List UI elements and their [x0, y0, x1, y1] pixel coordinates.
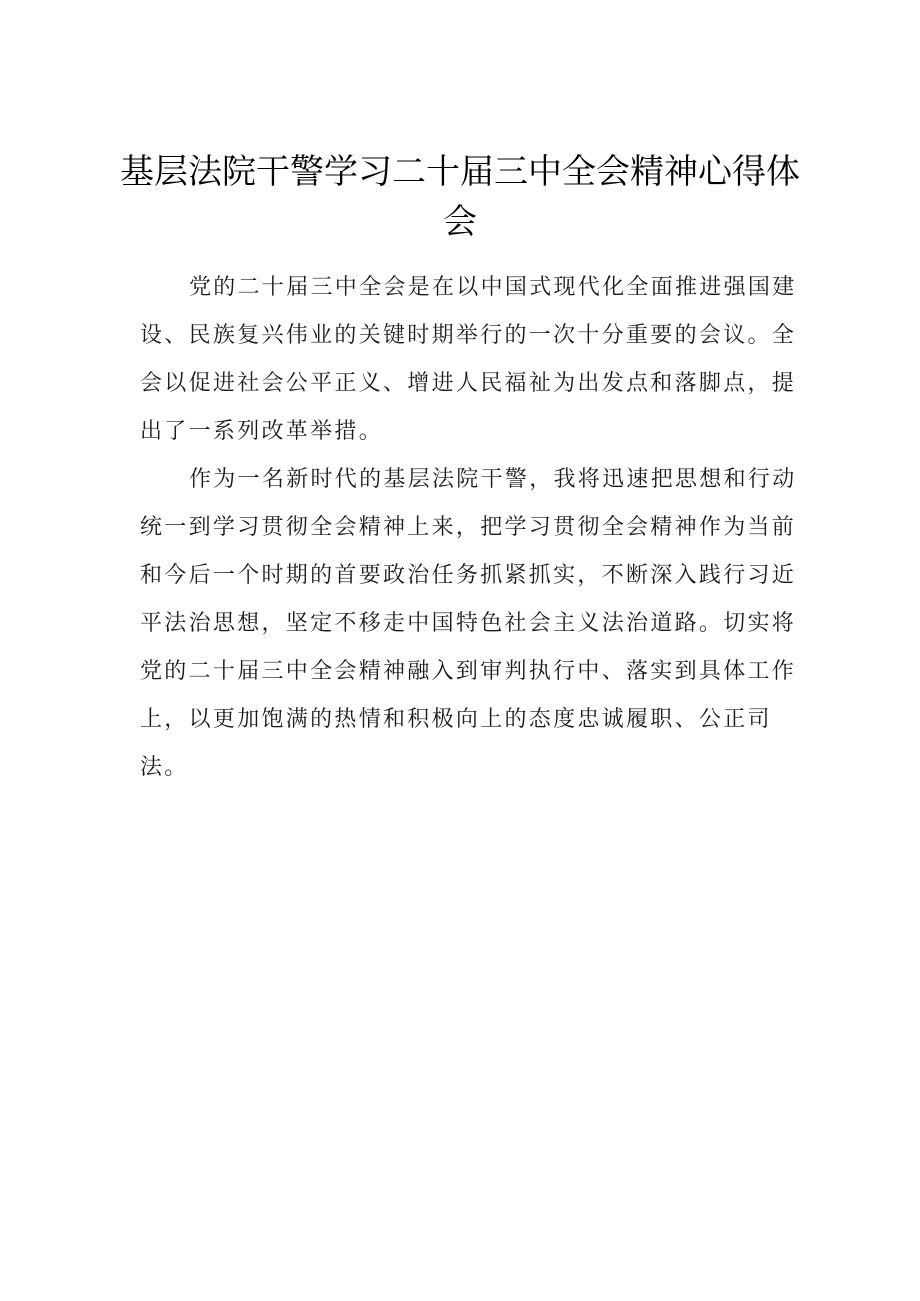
- document-title: 基层法院干警学习二十届三中全会精神心得体会: [120, 152, 800, 242]
- paragraph: 作为一名新时代的基层法院干警，我将迅速把思想和行动统一到学习贯彻全会精神上来，把学习贯彻全会精神作为当前和今后一个时期的首要政治任务抓紧抓实，不断深入践行习近平法治思想，坚定不移走中国特色社会主义法治道路。切实将党的二十届三中全会精神融入到审判执行中、落实到具体工作上，以更加饱满的热情和积极向上的态度忠诚履职、公正司法。: [140, 467, 797, 780]
- document-body: [140, 264, 815, 792]
- paragraph: 党的二十届三中全会是在以中国式现代化全面推进强国建设、民族复兴伟业的关键时期举行的一次十分重要的会议。全会以促进社会公平正义、增进人民福祉为出发点和落脚点，提出了一系列改革举措。: [140, 275, 797, 444]
